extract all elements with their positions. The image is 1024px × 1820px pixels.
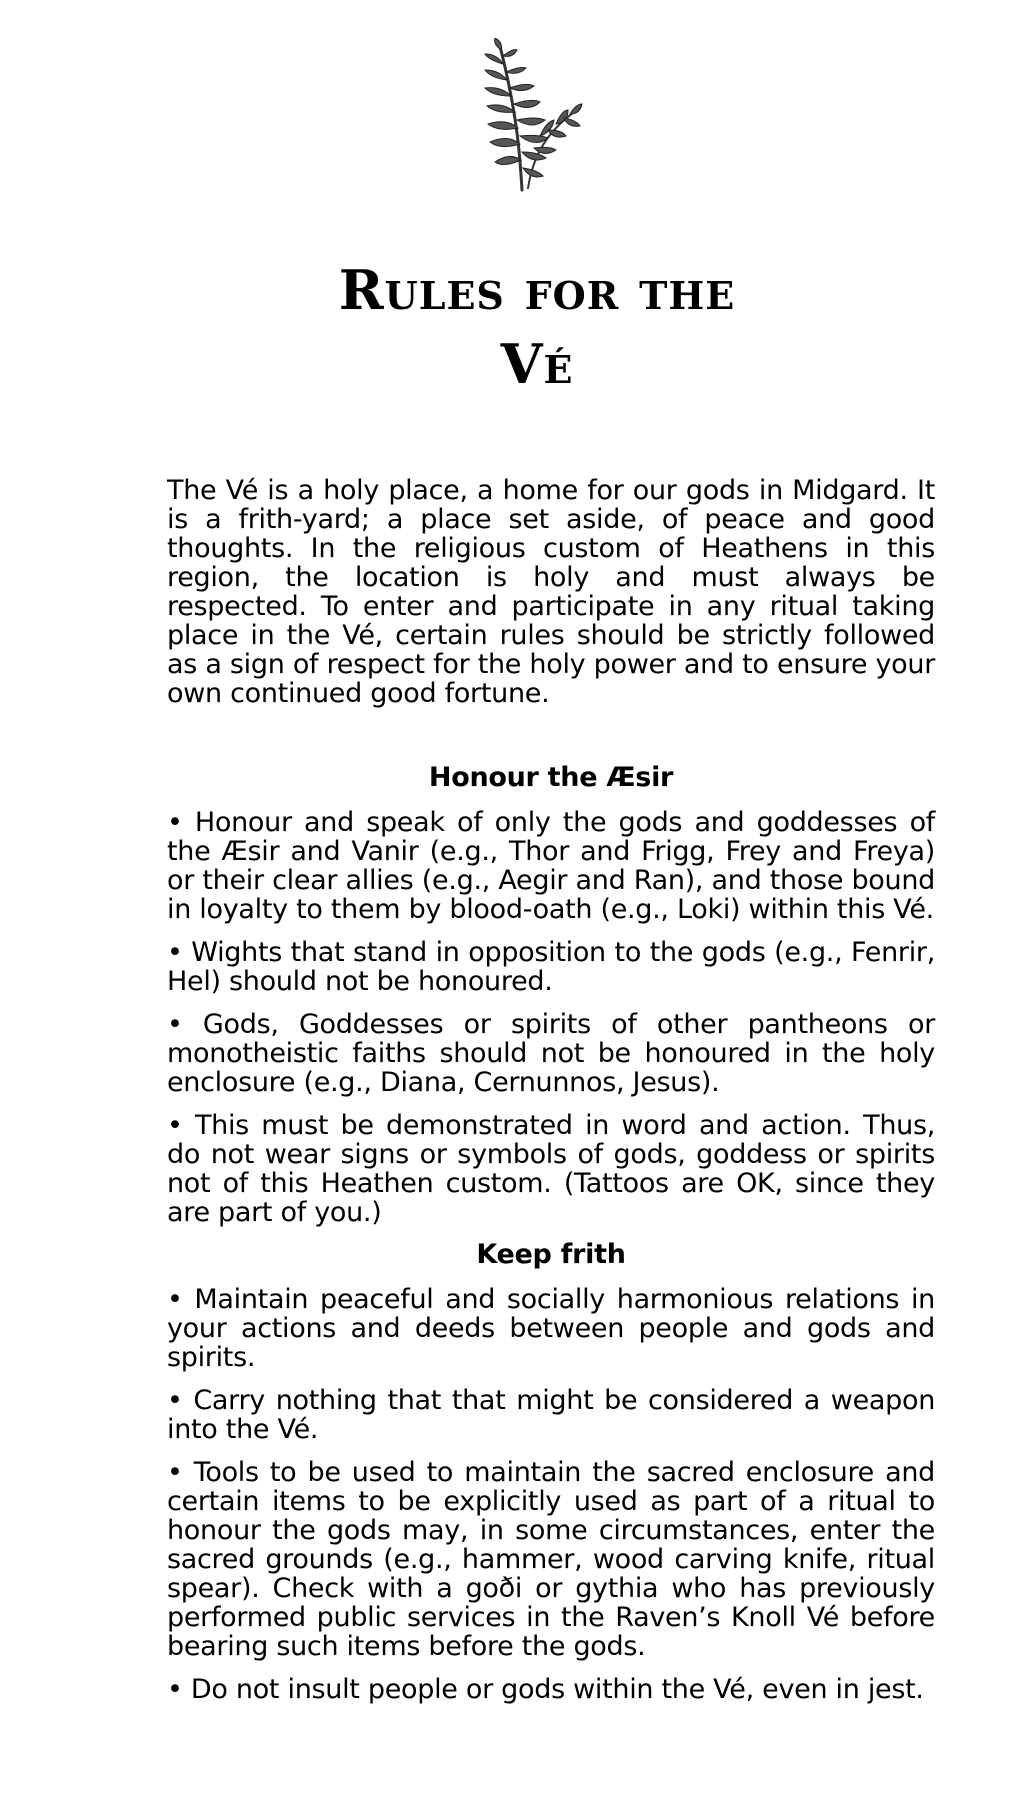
section-heading-keep-frith: Keep frith <box>476 1239 626 1270</box>
bullet-item: • Honour and speak of only the gods and goddesses of the Æsir and Vanir (e.g., Thor and Frigg, Frey and Freya) or their clear allies (e.g., Aegir and Ran), and those bound in loyalty to them by blood-oath (e.g., Loki) within this Vé. <box>167 807 935 925</box>
page-title-line-2: Vé <box>500 332 574 396</box>
bullet-item: • Carry nothing that that might be considered a weapon into the Vé. <box>167 1385 935 1445</box>
page-title-line-1: Rules for the <box>338 258 736 322</box>
bullet-item: • Maintain peaceful and socially harmonious relations in your actions and deeds between people and gods and spirits. <box>167 1284 935 1373</box>
bullet-item: • Wights that stand in opposition to the gods (e.g., Fenrir, Hel) should not be honoured. <box>167 937 935 997</box>
bullet-item: • Do not insult people or gods within the Vé, even in jest. <box>167 1674 924 1705</box>
bullet-item: • This must be demonstrated in word and action. Thus, do not wear signs or symbols of gods, goddess or spirits not of this Heathen custom. (Tattoos are OK, since they are part of you.) <box>167 1110 935 1228</box>
document-body <box>167 476 935 1718</box>
bullet-item: • Tools to be used to maintain the sacred enclosure and certain items to be explicitly used as part of a ritual to honour the gods may, in some circumstances, enter the sacred grounds (e.g., hammer, wood carving knife, ritual spear). Check with a goði or gythia who has previously performed public services in the Raven’s Knoll Vé before bearing such items before the gods. <box>167 1457 935 1662</box>
section-heading-honour-the-aesir: Honour the Æsir <box>428 762 674 793</box>
intro-paragraph: The Vé is a holy place, a home for our gods in Midgard. It is a frith-yard; a place set aside, of peace and good thoughts. In the religious custom of Heathens in this region, the location is holy and must always be respected. To enter and participate in any ritual taking place in the Vé, certain rules should be strictly followed as a sign of respect for the holy power and to ensure your own continued good fortune. <box>167 475 935 709</box>
bullet-item: • Gods, Goddesses or spirits of other pantheons or monotheistic faiths should not be honoured in the holy enclosure (e.g., Diana, Cernunnos, Jesus). <box>167 1009 935 1098</box>
rosemary-sprig-icon <box>470 38 600 193</box>
